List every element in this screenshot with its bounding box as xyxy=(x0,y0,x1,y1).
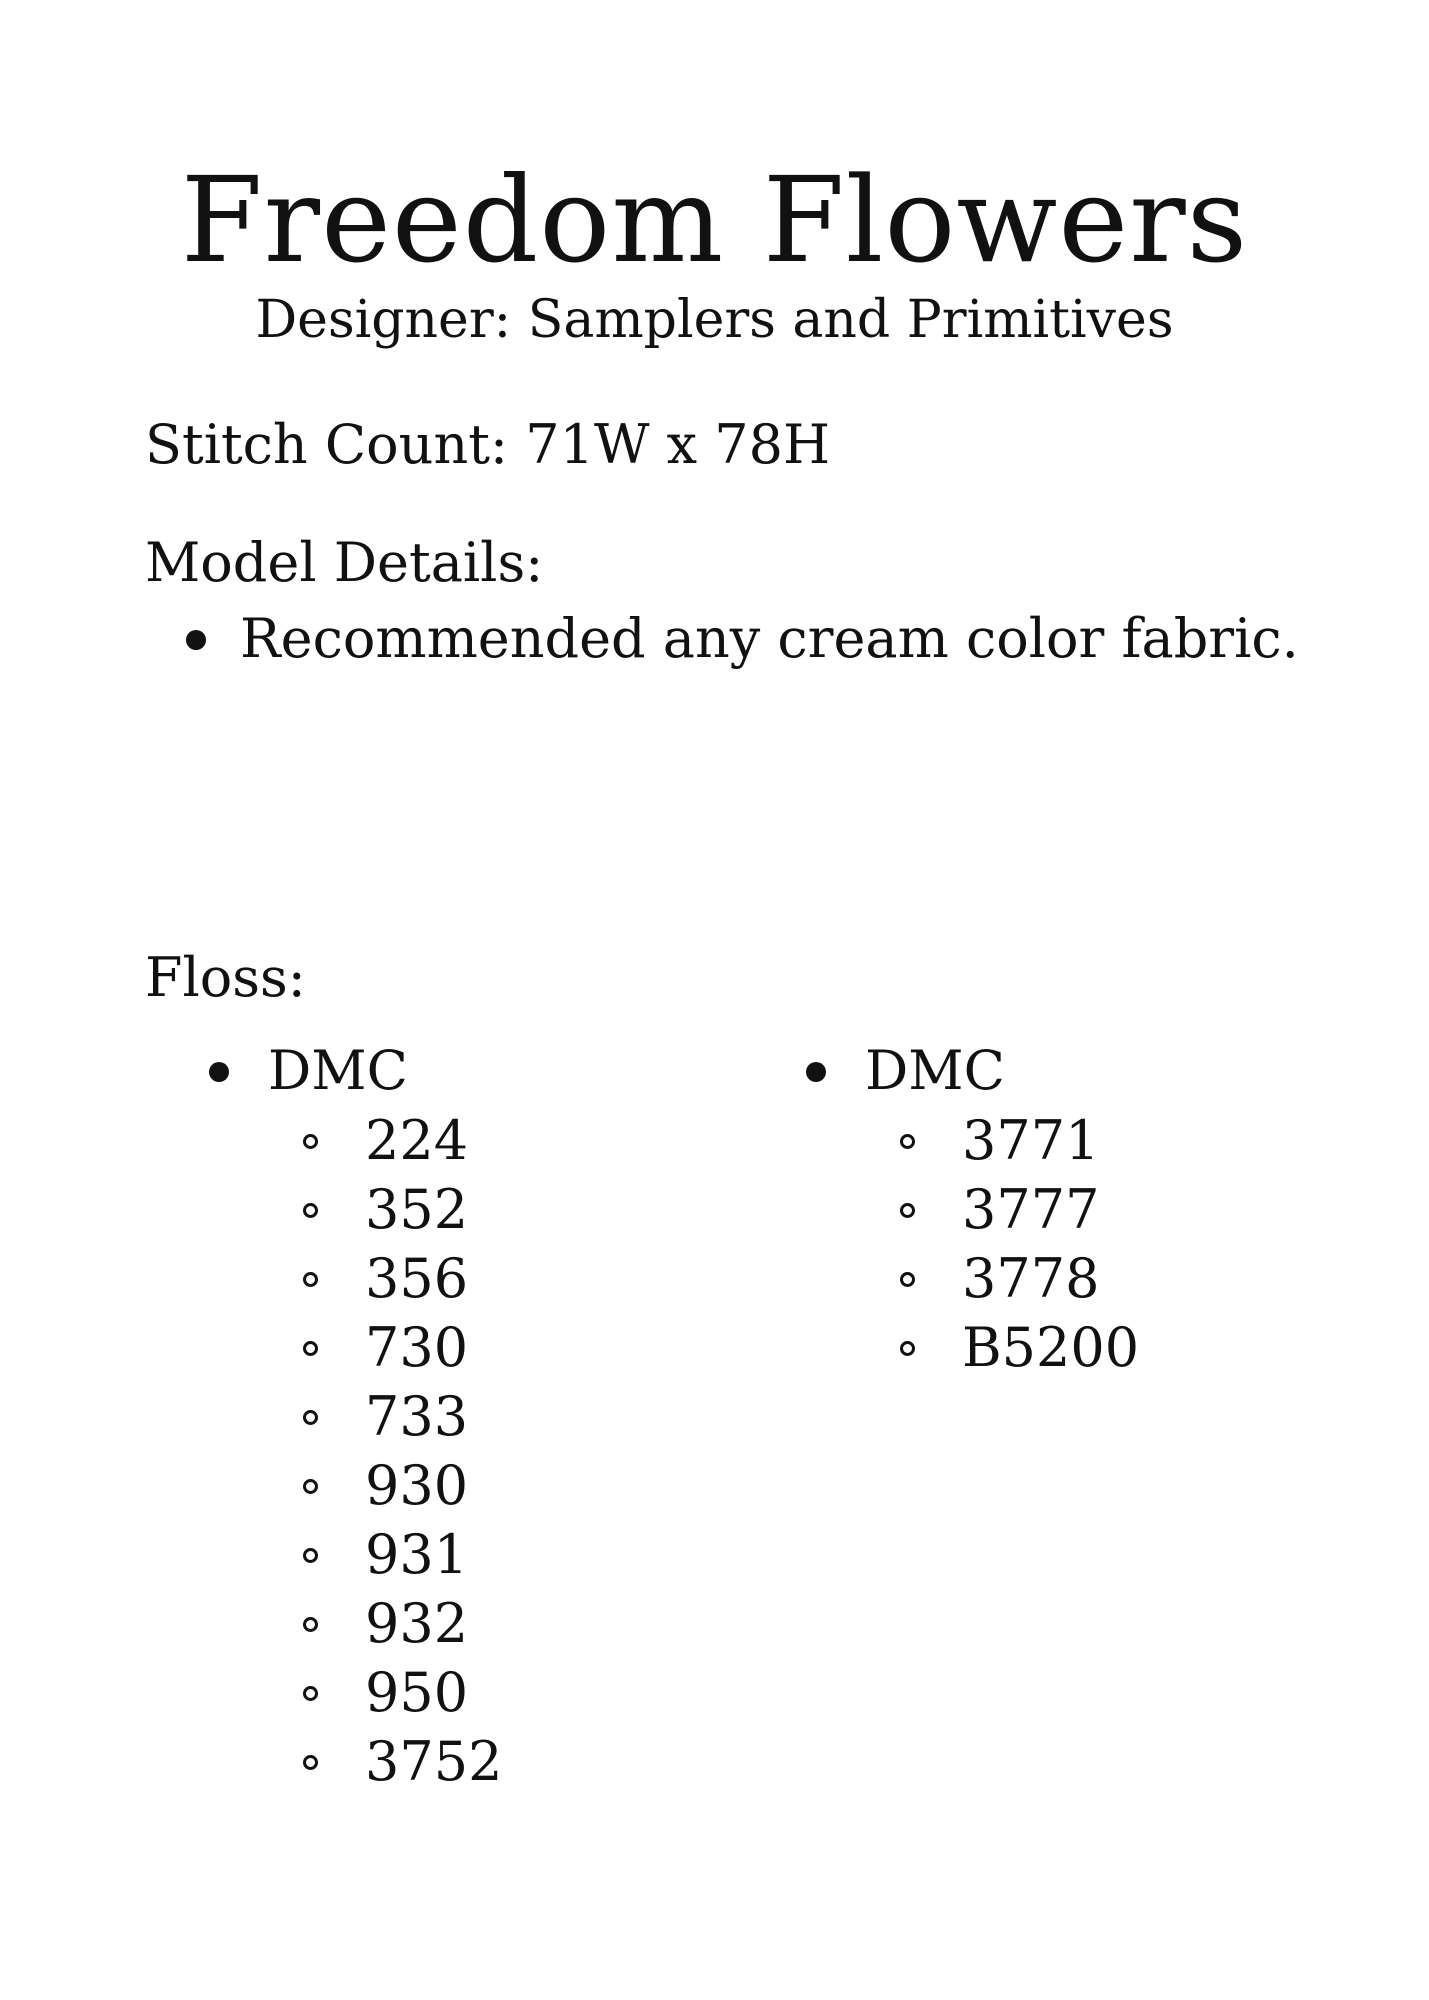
bullet-icon xyxy=(806,1062,826,1082)
floss-color: 932 xyxy=(365,1592,469,1655)
floss-color: 3777 xyxy=(962,1178,1100,1241)
floss-color: 930 xyxy=(365,1454,469,1517)
floss-color: 950 xyxy=(365,1661,469,1724)
floss-heading: Floss: xyxy=(145,946,306,1009)
floss-color: 356 xyxy=(365,1247,469,1310)
floss-color: 931 xyxy=(365,1523,469,1586)
designer-line: Designer: Samplers and Primitives xyxy=(255,290,1174,350)
floss-color: 3752 xyxy=(365,1730,503,1793)
stitch-count: Stitch Count: 71W x 78H xyxy=(145,413,831,476)
model-details-heading: Model Details: xyxy=(145,531,544,594)
floss-color: B5200 xyxy=(962,1316,1140,1379)
floss-color: 3771 xyxy=(962,1109,1100,1172)
page-title: Freedom Flowers xyxy=(180,151,1249,289)
floss-color: 352 xyxy=(365,1178,469,1241)
floss-color: 730 xyxy=(365,1316,469,1379)
circle-bullet-icon xyxy=(900,1272,915,1287)
circle-bullet-icon xyxy=(900,1203,915,1218)
floss-color: 3778 xyxy=(962,1247,1100,1310)
floss-brand: DMC xyxy=(865,1039,1005,1102)
circle-bullet-icon xyxy=(900,1134,915,1149)
floss-color: 224 xyxy=(365,1109,469,1172)
circle-bullet-icon xyxy=(900,1341,915,1356)
model-detail-item: Recommended any cream color fabric. xyxy=(240,607,1299,670)
floss-brand: DMC xyxy=(268,1039,408,1102)
floss-color: 733 xyxy=(365,1385,469,1448)
